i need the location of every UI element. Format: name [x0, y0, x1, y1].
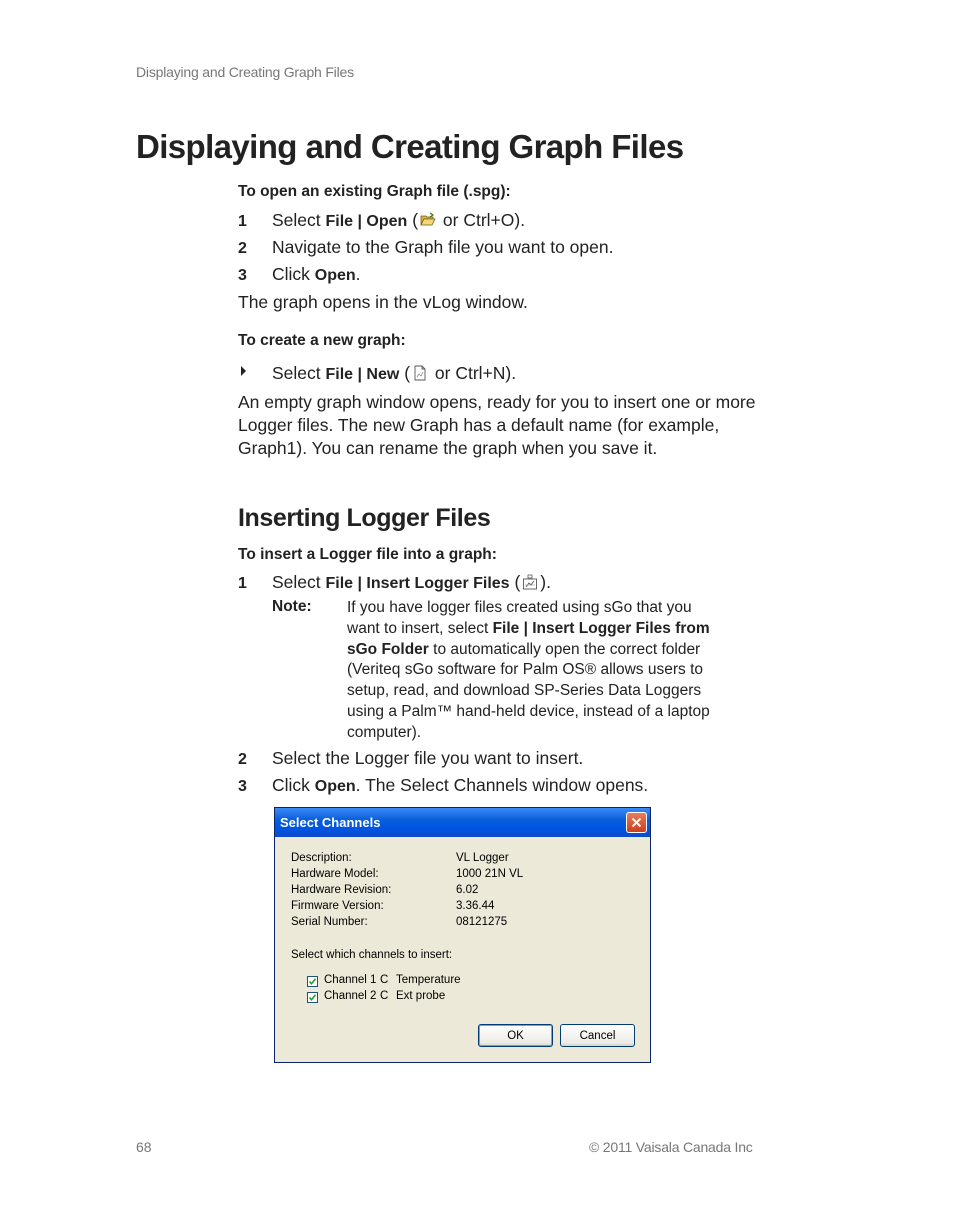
note-label: Note: [272, 598, 312, 615]
checkmark-icon [308, 977, 317, 986]
bullet-arrow-icon [238, 365, 272, 380]
channel-2-unit: C [380, 990, 389, 1002]
insert-step-1: 1 Select File | Insert Logger Files ( ). [238, 572, 551, 592]
hardware-revision-value: 6.02 [456, 884, 479, 896]
open-step-2: 2 Navigate to the Graph file you want to open. [238, 237, 614, 257]
close-button[interactable] [626, 812, 647, 833]
insert-procedure-heading: To insert a Logger file into a graph: [238, 546, 497, 563]
firmware-version-value: 3.36.44 [456, 900, 495, 912]
serial-number-label: Serial Number: [291, 916, 368, 928]
note-body: If you have logger files created using sGo that you want to insert, select File | Insert Logger Files from sGo Folder to automatically open the correct folder (Veriteq sGo software for Palm OS® allows users to setup, read, and download SP-Series Data Loggers using a Palm™ hand-held device, instead of a laptop computer). [347, 599, 710, 741]
channel-2-desc: Ext probe [396, 990, 446, 1002]
button-name: Open [314, 778, 356, 795]
description-label: Description: [291, 852, 352, 864]
hardware-model-value: 1000 21N VL [456, 868, 524, 880]
step-number: 1 [238, 575, 247, 592]
insert-step-3: 3 Click Open. The Select Channels window opens. [238, 775, 649, 795]
menu-path: File | Insert Logger Files from sGo Folder [347, 619, 710, 658]
channel-1-name[interactable]: Channel 1 [324, 974, 377, 986]
page-number: 68 [136, 1139, 152, 1155]
open-step-3: 3 Click Open. [238, 264, 361, 284]
create-procedure-heading: To create a new graph: [238, 332, 406, 349]
checkmark-icon [308, 993, 317, 1002]
step-number: 1 [238, 213, 247, 230]
open-result-text: The graph opens in the vLog window. [238, 292, 528, 312]
channel-2-name[interactable]: Channel 2 [324, 990, 377, 1002]
dialog-title: Select Channels [280, 815, 381, 830]
dialog-title-bar[interactable] [275, 808, 650, 837]
step-number: 3 [238, 267, 247, 284]
select-channels-dialog [274, 807, 651, 1063]
hardware-revision-label: Hardware Revision: [291, 884, 392, 896]
channel-1-checkbox[interactable] [307, 976, 318, 987]
insert-step-2: 2 Select the Logger file you want to insert. [238, 748, 584, 768]
step-number: 3 [238, 778, 247, 795]
close-icon [631, 817, 642, 828]
step-number: 2 [238, 751, 247, 768]
create-step-bullet: Select File | New ( or Ctrl+N). [238, 363, 516, 384]
open-folder-icon [420, 212, 436, 228]
description-value: VL Logger [456, 852, 509, 864]
step-number: 2 [238, 240, 247, 257]
channel-2-checkbox[interactable] [307, 992, 318, 1003]
channel-1-desc: Temperature [396, 974, 461, 986]
running-header: Displaying and Creating Graph Files [136, 64, 354, 80]
ok-button[interactable]: OK [478, 1024, 553, 1047]
menu-path: File | New [325, 366, 400, 383]
footer-copyright: © 2011 Vaisala Canada Inc [589, 1139, 753, 1155]
serial-number-value: 08121275 [456, 916, 508, 928]
hardware-model-label: Hardware Model: [291, 868, 379, 880]
insert-logger-icon [522, 574, 538, 590]
cancel-button[interactable]: Cancel [560, 1024, 635, 1047]
menu-path: File | Insert Logger Files [325, 575, 510, 592]
new-document-icon [412, 365, 428, 381]
firmware-version-label: Firmware Version: [291, 900, 384, 912]
button-name: Open [314, 267, 356, 284]
open-procedure-heading: To open an existing Graph file (.spg): [238, 183, 511, 200]
section-title: Inserting Logger Files [238, 504, 491, 532]
create-result-text: An empty graph window opens, ready for you to insert one or more Logger files. The new Graph has a default name (for example, Graph1). You can rename the graph when you save it. [238, 392, 756, 458]
page-title: Displaying and Creating Graph Files [136, 128, 684, 165]
channel-1-unit: C [380, 974, 389, 986]
channel-prompt: Select which channels to insert: [291, 949, 453, 961]
open-step-1: 1 Select File | Open ( or Ctrl+O). [238, 210, 526, 230]
menu-path: File | Open [325, 213, 408, 230]
